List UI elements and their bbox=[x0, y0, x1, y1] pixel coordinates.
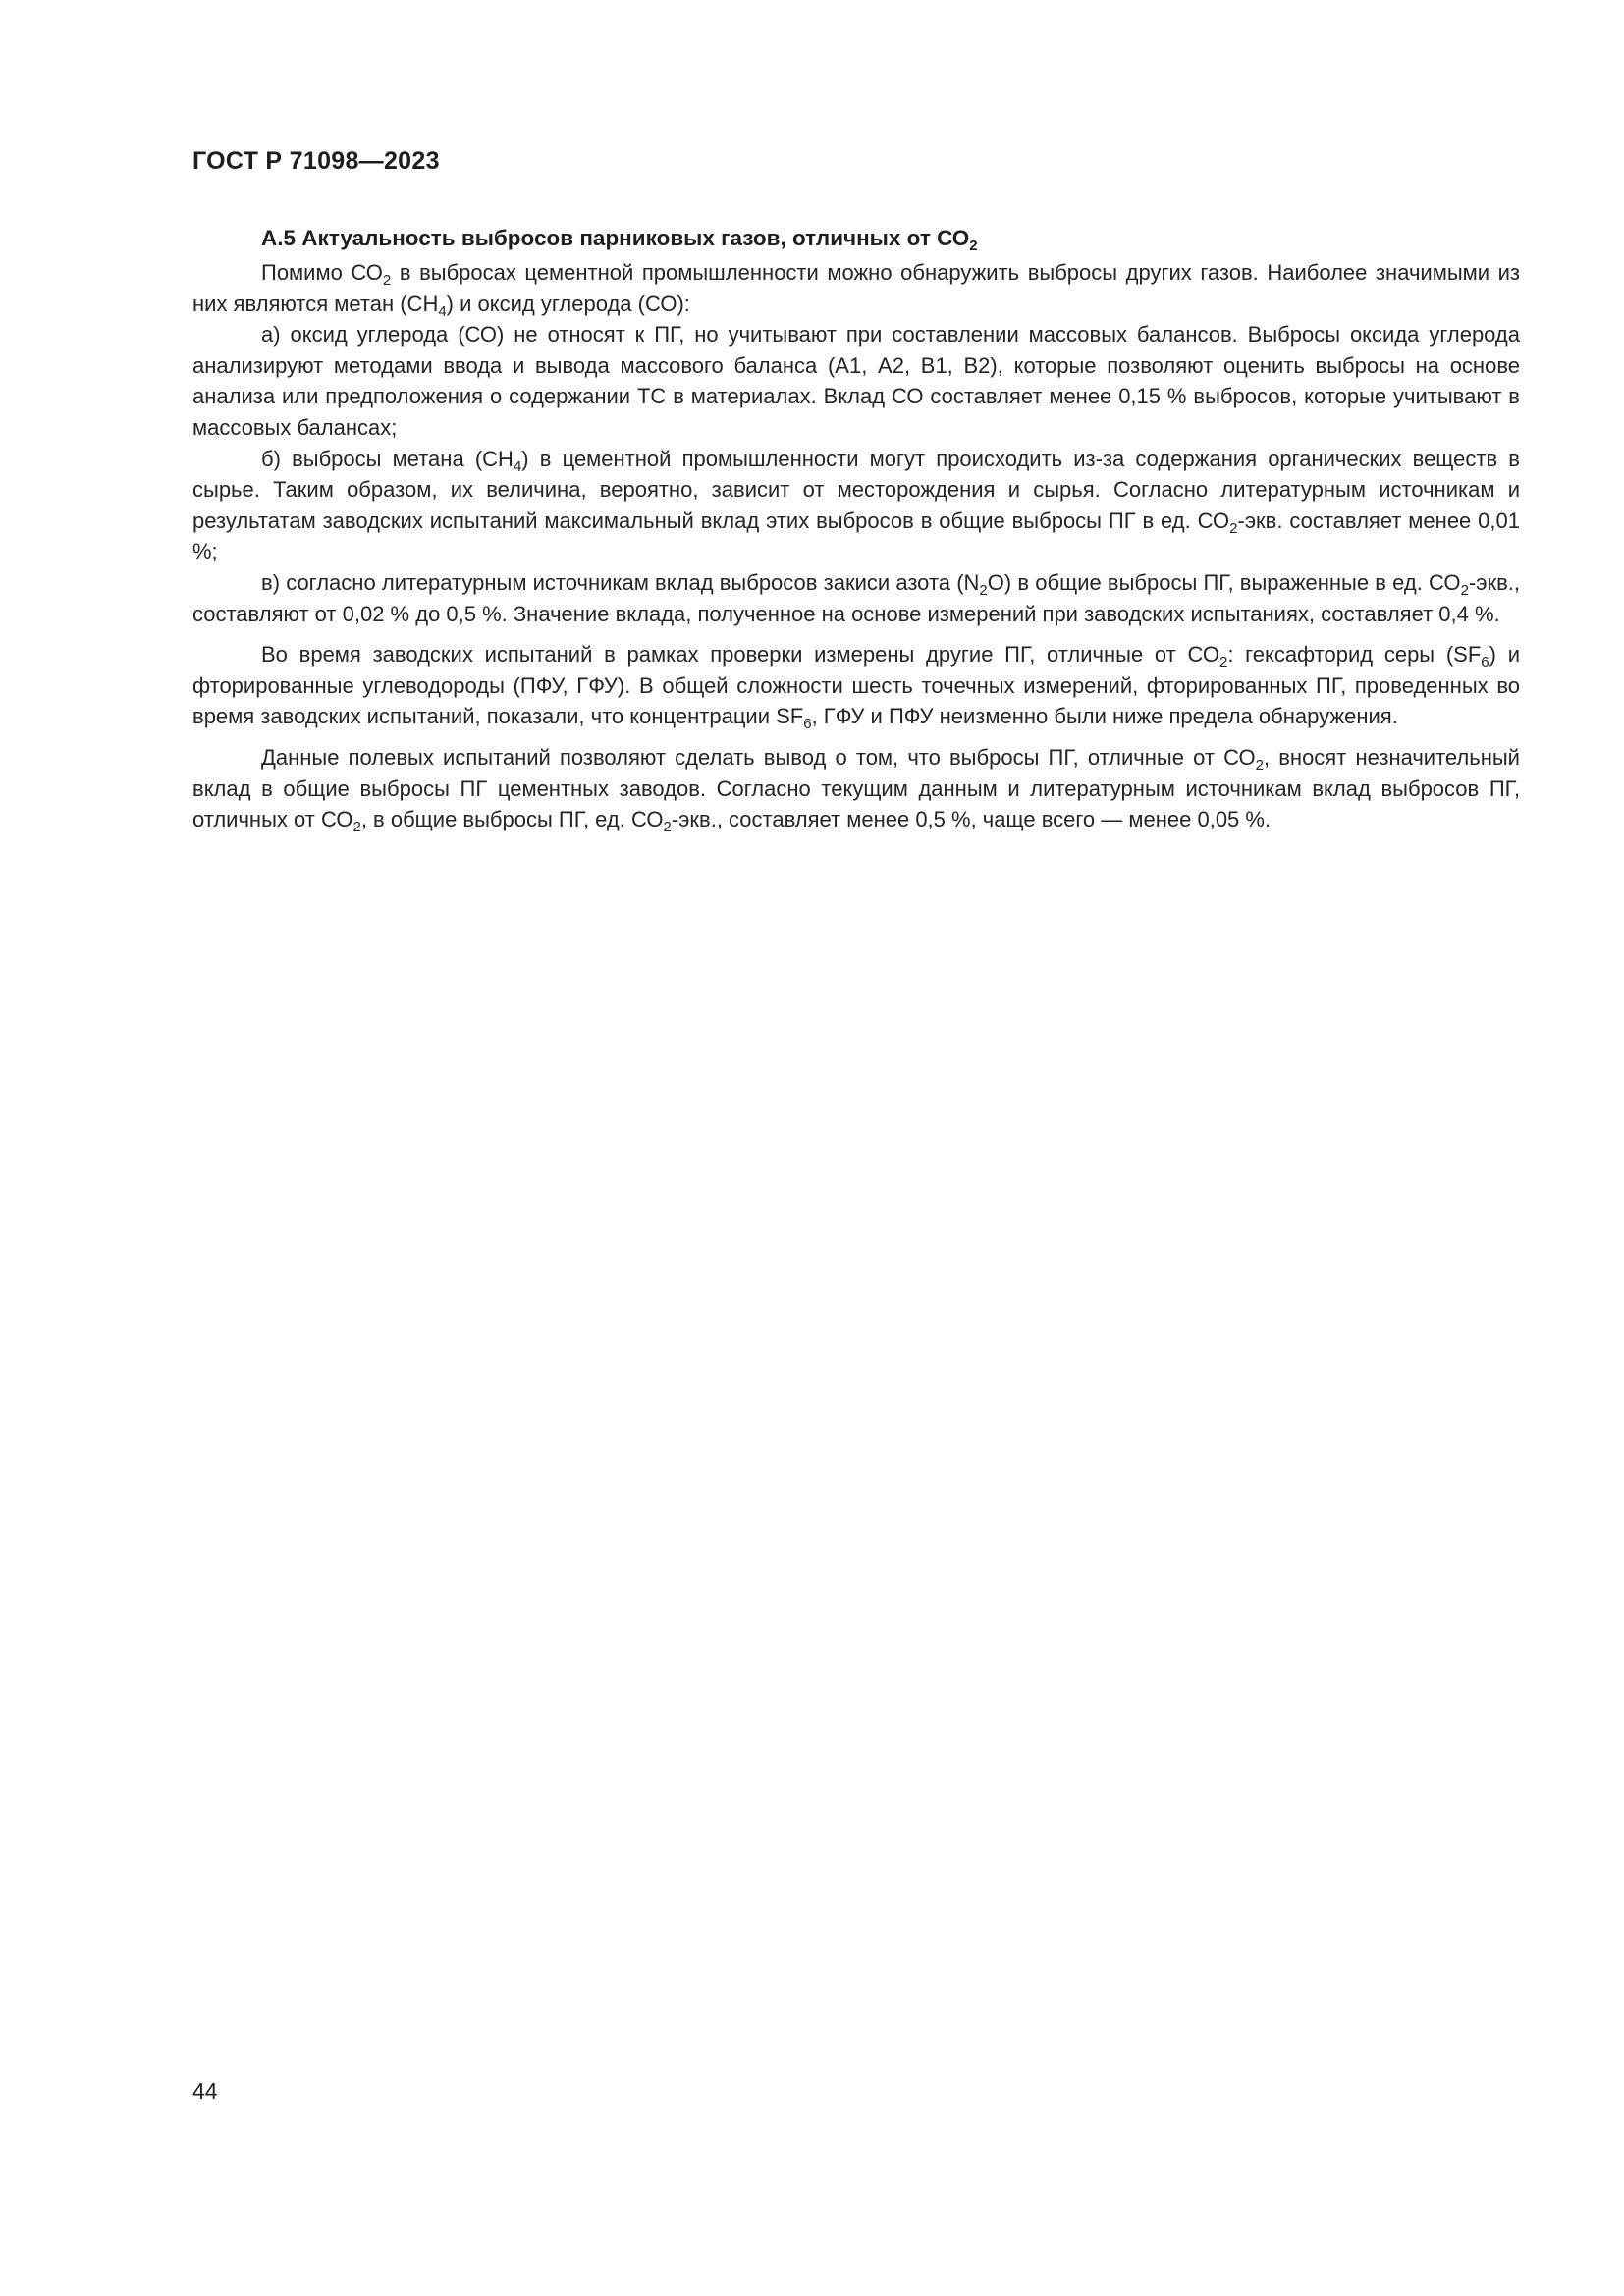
paragraph-conclusion-part4: -экв., составляет менее 0,5 %, чаще всего — менее 0,05 %. bbox=[671, 807, 1272, 832]
paragraph-intro-part1: Помимо СО bbox=[261, 260, 383, 285]
paragraph-conclusion-part2: , вносят незначительный вклад в общие выбросы ПГ цементных заводов. Согласно текущим данным и литературным источникам вклад выбросов ПГ, отличных от СО bbox=[192, 744, 1520, 832]
subscript: 6 bbox=[1481, 654, 1489, 671]
paragraph-item-b bbox=[192, 444, 1520, 567]
paragraph-conclusion-part1: Данные полевых испытаний позволяют сделать вывод о том, что выбросы ПГ, отличные от СО bbox=[261, 744, 1256, 770]
paragraph-field-tests-part3: ) и фторированные углеводороды (ПФУ, ГФУ). В общей сложности шесть точечных измерений, фторированных ПГ, проведенных во время заводских испытаний, показали, что концентрации SF bbox=[192, 642, 1520, 729]
subscript: 4 bbox=[513, 457, 522, 475]
subscript: 4 bbox=[438, 302, 447, 320]
section-title-text: А.5 Актуальность выбросов парниковых газов, отличных от СО bbox=[261, 226, 970, 250]
paragraph-intro-part3: ) и оксид углерода (СО): bbox=[446, 291, 690, 316]
paragraph-conclusion bbox=[192, 742, 1520, 835]
subscript: 2 bbox=[1255, 756, 1264, 774]
paragraph-item-b-part3: -экв. составляет менее 0,01 %; bbox=[192, 507, 1520, 564]
paragraph-conclusion-part3: , в общие выбросы ПГ, ед. СО bbox=[360, 807, 664, 832]
section-title bbox=[192, 224, 1520, 253]
paragraph-item-c-part3: -экв., составляют от 0,02 % до 0,5 %. Значение вклада, полученное на основе измерений при заводских испытаниях, составляет 0,4 %. bbox=[192, 569, 1520, 626]
paragraph-field-tests-part1: Во время заводских испытаний в рамках проверки измерены другие ПГ, отличные от СО bbox=[261, 642, 1219, 667]
paragraph-item-a: а) оксид углерода (СО) не относят к ПГ, но учитывают при составлении массовых балансов. Выбросы оксида углерода анализируют методами ввода и вывода массового баланса (А1, А2, В1, В2), которые позволяют оценить выбросы на основе анализа или предположения о содержании ТС в материалах. Вклад СО составляет менее 0,15 % выбросов, которые учитывают в массовых балансах; bbox=[192, 322, 1520, 440]
paragraph-field-tests-part2: : гексафторид серы (SF bbox=[1227, 642, 1482, 667]
subscript: 2 bbox=[1229, 519, 1238, 537]
subscript: 2 bbox=[382, 272, 392, 289]
paragraph-field-tests-part4: , ГФУ и ПФУ неизменно были ниже предела обнаружения. bbox=[811, 704, 1398, 729]
paragraph-item-c-part2: O) в общие выбросы ПГ, выраженные в ед. СО bbox=[987, 569, 1461, 595]
subscript: 2 bbox=[979, 581, 988, 599]
paragraph-intro bbox=[192, 257, 1520, 319]
subscript: 6 bbox=[803, 716, 812, 733]
document-body bbox=[192, 224, 1520, 835]
paragraph-intro-part2: в выбросах цементной промышленности можно обнаружить выбросы других газов. Наиболее значимыми из них являются метан (СН bbox=[192, 260, 1520, 316]
subscript: 2 bbox=[352, 819, 361, 836]
subscript: 2 bbox=[1460, 581, 1469, 599]
paragraph-item-c bbox=[192, 567, 1520, 629]
paragraph-item-b-part1: б) выбросы метана (СН bbox=[261, 446, 514, 471]
paragraph-field-tests bbox=[192, 639, 1520, 732]
subscript: 2 bbox=[663, 819, 672, 836]
subscript: 2 bbox=[1218, 654, 1228, 671]
section-title-subscript: 2 bbox=[969, 238, 978, 254]
page-number: 44 bbox=[192, 2078, 218, 2104]
document-code-header: ГОСТ Р 71098—2023 bbox=[192, 147, 440, 175]
paragraph-item-c-part1: в) согласно литературным источникам вклад выбросов закиси азота (N bbox=[261, 569, 980, 595]
paragraph-item-b-part2: ) в цементной промышленности могут происходить из-за содержания органических веществ в сырье. Таким образом, их величина, вероятно, зависит от месторождения и сырья. Согласно литературным источникам и результатам заводских испытаний максимальный вклад этих выбросов в общие выбросы ПГ в ед. СО bbox=[192, 446, 1520, 533]
